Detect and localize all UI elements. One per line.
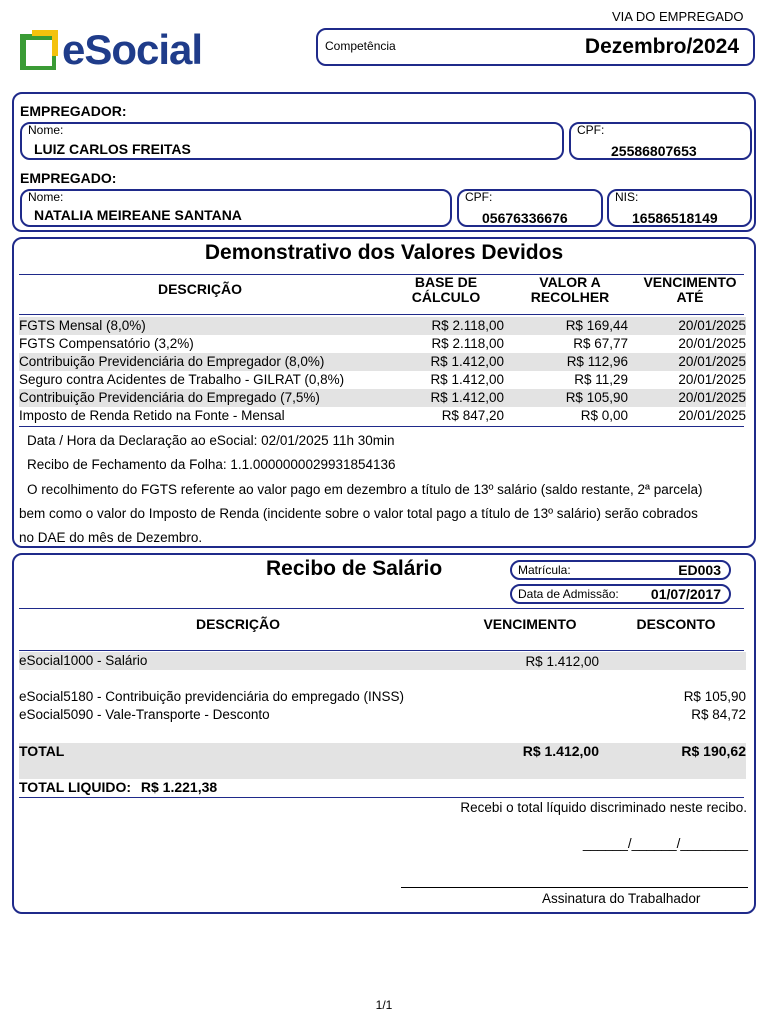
row-descricao: Contribuição Previdenciária do Empregado (7,5%) [19, 390, 320, 405]
row-valor: R$ 67,77 [573, 336, 628, 351]
demo-col-valor-line1: VALOR A [539, 274, 601, 290]
demo-col-venc-line2: ATÉ [676, 289, 704, 305]
row-desconto: R$ 105,90 [683, 689, 746, 704]
empregador-title: EMPREGADOR: [20, 103, 127, 119]
observacao-line2: bem como o valor do Imposto de Renda (incidente sobre o valor total pago a título de 13º salário) serão cobrados [19, 506, 698, 521]
empregado-nis-label: NIS: [615, 190, 639, 204]
matricula-value: ED003 [678, 562, 721, 578]
esocial-logo [18, 26, 203, 74]
row-vencimento: 20/01/2025 [678, 318, 746, 333]
empregado-cpf-label: CPF: [465, 190, 493, 204]
empregador-cpf-box [569, 122, 752, 160]
row-base: R$ 2.118,00 [431, 336, 504, 351]
empregado-nome-box [20, 189, 452, 227]
empregado-cpf: 05676336676 [482, 210, 568, 226]
demonstrativo-bottom-rule [19, 426, 744, 427]
row-vencimento: 20/01/2025 [678, 354, 746, 369]
total-desconto: R$ 190,62 [681, 743, 746, 759]
demonstrativo-header-rule [19, 314, 744, 315]
row-valor: R$ 0,00 [580, 408, 628, 423]
identification-section [12, 92, 756, 232]
empregado-nome: NATALIA MEIREANE SANTANA [34, 207, 242, 223]
row-vencimento: R$ 1.412,00 [525, 654, 599, 669]
competencia-value: Dezembro/2024 [584, 35, 739, 58]
matricula-box [510, 560, 731, 580]
total-label: TOTAL [19, 743, 65, 759]
row-descricao: Seguro contra Acidentes de Trabalho - GILRAT (0,8%) [19, 372, 345, 387]
empregador-cpf: 25586807653 [611, 143, 697, 159]
table-row [19, 688, 746, 706]
row-descricao: Contribuição Previdenciária do Empregador (8,0%) [19, 354, 325, 369]
total-liquido [19, 779, 217, 795]
table-row [19, 335, 746, 353]
admissao-box [510, 584, 731, 604]
demo-col-valor [515, 275, 625, 305]
row-vencimento: 20/01/2025 [678, 336, 746, 351]
row-descricao: FGTS Mensal (8,0%) [19, 318, 146, 333]
recibo-col-descricao: DESCRIÇÃO [195, 616, 280, 632]
table-row [19, 353, 746, 371]
row-base: R$ 1.412,00 [430, 354, 504, 369]
logo-text: eSocial [62, 26, 203, 73]
date-line: ______/______/_________ [582, 836, 748, 851]
recibo-fechamento: Recibo de Fechamento da Folha: 1.1.0000000029931854136 [27, 457, 396, 472]
liquido-rule [19, 797, 744, 798]
observacao-line1: O recolhimento do FGTS referente ao valor pago em dezembro a título de 13º salário (saldo restante, 2ª parcela) [27, 482, 703, 497]
row-valor: R$ 11,29 [574, 372, 628, 387]
demo-col-base-line2: CÁLCULO [411, 289, 481, 305]
demo-col-descricao: DESCRIÇÃO [157, 281, 242, 297]
signature-line [401, 887, 748, 888]
row-descricao: eSocial5180 - Contribuição previdenciária do empregado (INSS) [19, 689, 404, 704]
table-row [19, 652, 746, 670]
row-descricao: FGTS Compensatório (3,2%) [19, 336, 194, 351]
observacao-line3: no DAE do mês de Dezembro. [19, 530, 203, 545]
empregador-nome-label: Nome: [28, 123, 64, 137]
competencia-label: Competência [325, 39, 396, 53]
total-row [19, 743, 746, 779]
admissao-value: 01/07/2017 [650, 586, 721, 602]
empregado-nis-box [607, 189, 752, 227]
row-vencimento: 20/01/2025 [678, 408, 746, 423]
table-row [19, 706, 746, 724]
table-row [19, 389, 746, 407]
recibo-title: Recibo de Salário [266, 557, 443, 580]
table-row [19, 371, 746, 389]
row-base: R$ 1.412,00 [430, 390, 504, 405]
empregado-cpf-box [457, 189, 603, 227]
row-valor: R$ 105,90 [565, 390, 628, 405]
matricula-label: Matrícula: [518, 563, 571, 577]
assinatura-label: Assinatura do Trabalhador [542, 891, 701, 906]
demo-col-venc-line1: VENCIMENTO [643, 274, 737, 290]
row-base: R$ 2.118,00 [431, 318, 504, 333]
recibo-col-desconto: DESCONTO [636, 616, 716, 632]
recibo-header-rule [19, 650, 744, 651]
via-empregado: VIA DO EMPREGADO [612, 9, 744, 24]
row-descricao: Imposto de Renda Retido na Fonte - Mensal [19, 408, 285, 423]
recibo-col-vencimento: VENCIMENTO [483, 616, 577, 632]
total-liquido-value: R$ 1.221,38 [140, 779, 218, 795]
row-valor: R$ 169,44 [565, 318, 628, 333]
demo-col-vencimento [634, 275, 746, 305]
data-hora-declaracao: Data / Hora da Declaração ao eSocial: 02/01/2025 11h 30min [27, 433, 395, 448]
row-vencimento: 20/01/2025 [678, 372, 746, 387]
recibo-top-rule [19, 608, 744, 609]
demonstrativo-title: Demonstrativo dos Valores Devidos [204, 241, 564, 264]
empregador-nome: LUIZ CARLOS FREITAS [34, 141, 191, 157]
table-row [19, 407, 746, 425]
admissao-label: Data de Admissão: [518, 587, 619, 601]
total-liquido-label: TOTAL LIQUIDO: [19, 779, 131, 795]
row-base: R$ 1.412,00 [430, 372, 504, 387]
empregado-nome-label: Nome: [28, 190, 64, 204]
competencia-box [316, 28, 755, 66]
recebi-text: Recebi o total líquido discriminado neste recibo. [460, 800, 747, 815]
row-descricao: eSocial1000 - Salário [19, 653, 148, 668]
row-valor: R$ 112,96 [566, 354, 628, 369]
page-number: 1/1 [375, 998, 393, 1012]
empregador-nome-box [20, 122, 564, 160]
esocial-logo-icon [18, 28, 62, 72]
row-vencimento: 20/01/2025 [678, 390, 746, 405]
row-descricao: eSocial5090 - Vale-Transporte - Desconto [19, 707, 270, 722]
row-desconto: R$ 84,72 [691, 707, 746, 722]
demo-col-base-line1: BASE DE [414, 274, 478, 290]
empregador-cpf-label: CPF: [577, 123, 605, 137]
row-base: R$ 847,20 [441, 408, 504, 423]
empregado-title: EMPREGADO: [20, 170, 117, 186]
table-row [19, 317, 746, 335]
demo-col-base [396, 275, 496, 305]
total-vencimento: R$ 1.412,00 [522, 743, 599, 759]
empregado-nis: 16586518149 [632, 210, 718, 226]
demo-col-valor-line2: RECOLHER [530, 289, 610, 305]
